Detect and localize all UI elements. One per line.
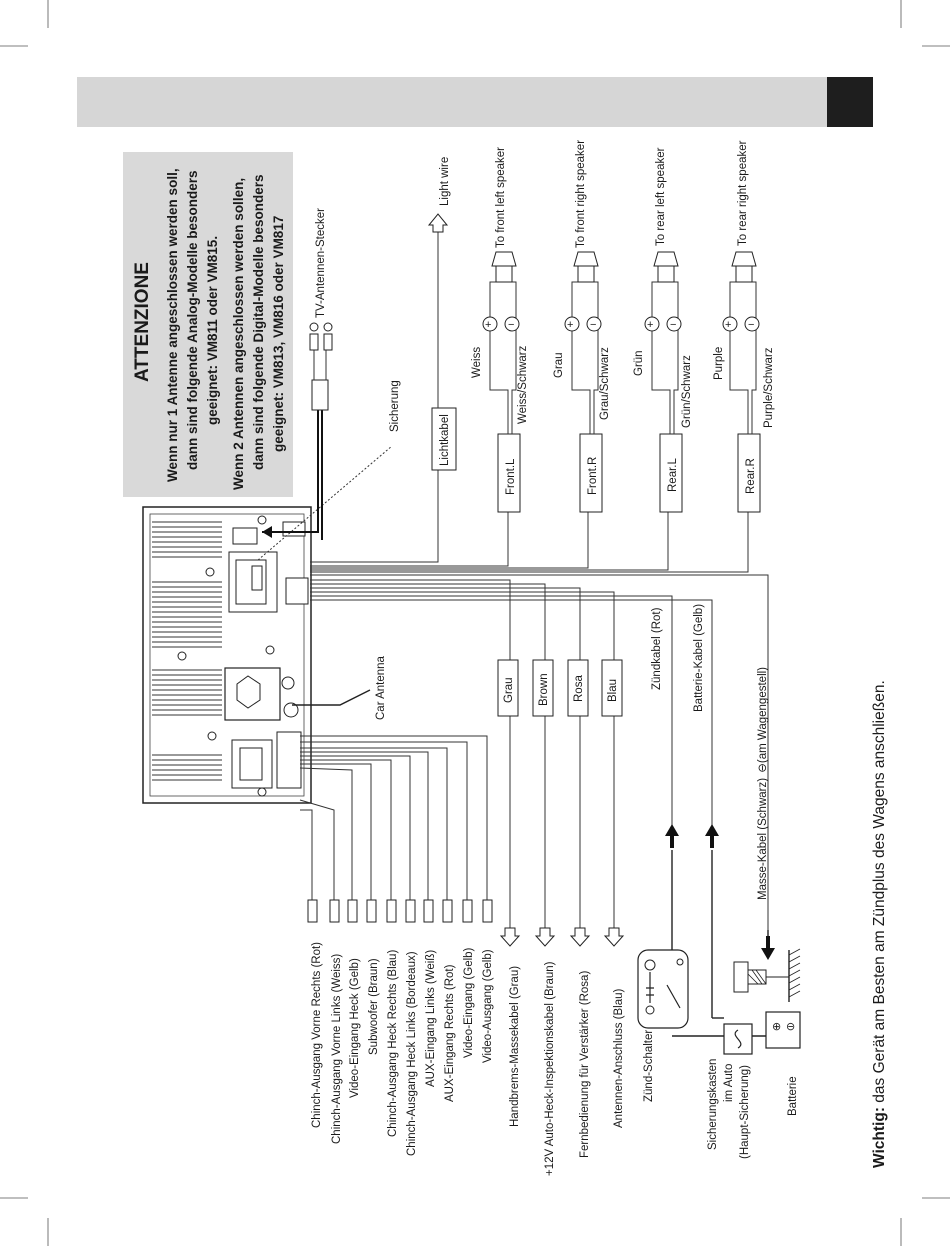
- svg-text:⊖: ⊖: [786, 1021, 796, 1033]
- speaker-dest-rear-left: To rear left speaker: [655, 147, 667, 246]
- tv-plug-label: TV-Antennen-Stecker: [315, 208, 327, 318]
- speaker-box-front-left: Front.L: [505, 458, 517, 495]
- fuse-box-label-3: (Haupt-Sicherung): [739, 1065, 751, 1159]
- speaker-neg-front-right: Grau/Schwarz: [599, 347, 611, 420]
- fuse-box-label-2: im Auto: [723, 1063, 735, 1102]
- speaker-dest-front-right: To front right speaker: [575, 139, 587, 248]
- svg-text:−: −: [748, 319, 755, 331]
- color-tags: [498, 660, 622, 716]
- speaker-pos-front-right: Grau: [553, 352, 565, 378]
- wire-label-antenna: Antennen-Anschluss (Blau): [613, 988, 625, 1128]
- rca-plugs: [308, 900, 492, 922]
- speaker-dest-rear-right: To rear right speaker: [737, 140, 749, 246]
- ground-cable-label: Masse-Kabel (Schwarz) ⊖(am Wagengestell): [757, 666, 769, 900]
- rca-label-7: AUX-Eingang Links (Weiß): [425, 949, 437, 1087]
- color-tag-grau: Grau: [503, 677, 515, 703]
- svg-text:+: +: [567, 319, 574, 331]
- header-block: [827, 77, 873, 127]
- speaker-neg-front-left: Weiss/Schwarz: [517, 345, 529, 424]
- car-antenna-label: Car Antenna: [375, 656, 387, 720]
- color-tag-brown: Brown: [538, 673, 550, 706]
- rca-cables: [300, 736, 487, 900]
- attention-line-5: dann sind folgende Digital-Modelle besonders: [251, 174, 266, 470]
- speaker-neg-rear-left: Grün/Schwarz: [681, 355, 693, 428]
- wire-end-arrows: [501, 928, 623, 946]
- rca-label-9: Video-Eingang (Gelb): [463, 947, 475, 1058]
- footer-note: Wichtig: das Gerät am Besten am Zündplus des Wagens anschließen.: [871, 680, 888, 1168]
- wire-label-handbrake: Handbrems-Massekabel (Grau): [509, 965, 521, 1127]
- attention-line-4: Wenn 2 Antennen angeschlossen werden sollen,: [231, 177, 246, 490]
- speaker-dest-front-left: To front left speaker: [495, 147, 507, 248]
- svg-text:−: −: [670, 319, 677, 331]
- fuse-icon: [724, 1024, 752, 1054]
- speaker-box-rear-right: Rear.R: [745, 458, 757, 494]
- head-unit: [143, 507, 311, 803]
- fuse-box-label-1: Sicherungskasten: [707, 1058, 719, 1150]
- svg-text:−: −: [508, 319, 515, 331]
- rca-label-8: AUX-Eingang Rechts (Rot): [444, 964, 456, 1102]
- light-box-label: Lichtkabel: [439, 414, 451, 466]
- fuse-label: Sicherung: [389, 380, 401, 432]
- svg-text:−: −: [590, 319, 597, 331]
- header-bar: [77, 77, 827, 127]
- attention-title: ATTENZIONE: [132, 262, 153, 382]
- ignition-switch-label: Zünd-Schalter: [643, 1029, 655, 1102]
- wire-label-remote: Fernbedienung für Verstärker (Rosa): [579, 970, 591, 1158]
- svg-text:⊕: ⊕: [772, 1021, 782, 1033]
- rca-label-10: Video-Ausgang (Gelb): [482, 949, 494, 1063]
- speaker-box-rear-left: Rear.L: [667, 458, 679, 492]
- ignition-cable-label: Zündkabel (Rot): [651, 607, 663, 690]
- speaker-pos-rear-right: Purple: [713, 346, 725, 380]
- battery-label: Batterie: [787, 1076, 799, 1116]
- rca-label-5: Chinch-Ausgang Heck Rechts (Blau): [387, 949, 399, 1137]
- svg-text:+: +: [485, 319, 492, 331]
- speaker-pos-front-left: Weiss: [471, 346, 483, 378]
- attention-line-2: dann sind folgende Analog-Modelle besonders: [185, 170, 200, 470]
- battery-cable-label: Batterie-Kabel (Gelb): [693, 603, 705, 712]
- rca-label-6: Chinch-Ausgang Heck Links (Bordeaux): [406, 951, 418, 1156]
- speaker-box-front-right: Front.R: [587, 456, 599, 495]
- battery-icon: [766, 1012, 800, 1048]
- rca-label-2: Chinch-Ausgang Vorne Links (Weiss): [331, 953, 343, 1144]
- speaker-neg-rear-right: Purple/Schwarz: [763, 347, 775, 428]
- color-tag-blau: Blau: [607, 678, 619, 702]
- svg-text:+: +: [647, 319, 654, 331]
- attention-line-1: Wenn nur 1 Antenne angeschlossen werden soll,: [165, 168, 180, 482]
- ignition-switch-icon: [638, 950, 688, 1028]
- rca-label-4: Subwoofer (Braun): [368, 958, 380, 1055]
- svg-text:+: +: [725, 319, 732, 331]
- speaker-pos-rear-left: Grün: [633, 350, 645, 376]
- wire-label-12v: +12V Auto-Heck-Inspektionskabel (Braun): [544, 961, 556, 1176]
- rca-label-1: Chinch-Ausgang Vorne Rechts (Rot): [311, 941, 323, 1128]
- rca-label-3: Video-Eingang Heck (Gelb): [349, 958, 361, 1098]
- attention-line-3: geeignet: VM811 oder VM815.: [205, 235, 220, 425]
- light-wire-label: Light wire: [439, 156, 451, 206]
- ground-symbol: ⊖: [757, 763, 769, 773]
- attention-line-6: geeignet: VM813, VM816 oder VM817: [271, 215, 286, 452]
- color-tag-rosa: Rosa: [573, 675, 585, 702]
